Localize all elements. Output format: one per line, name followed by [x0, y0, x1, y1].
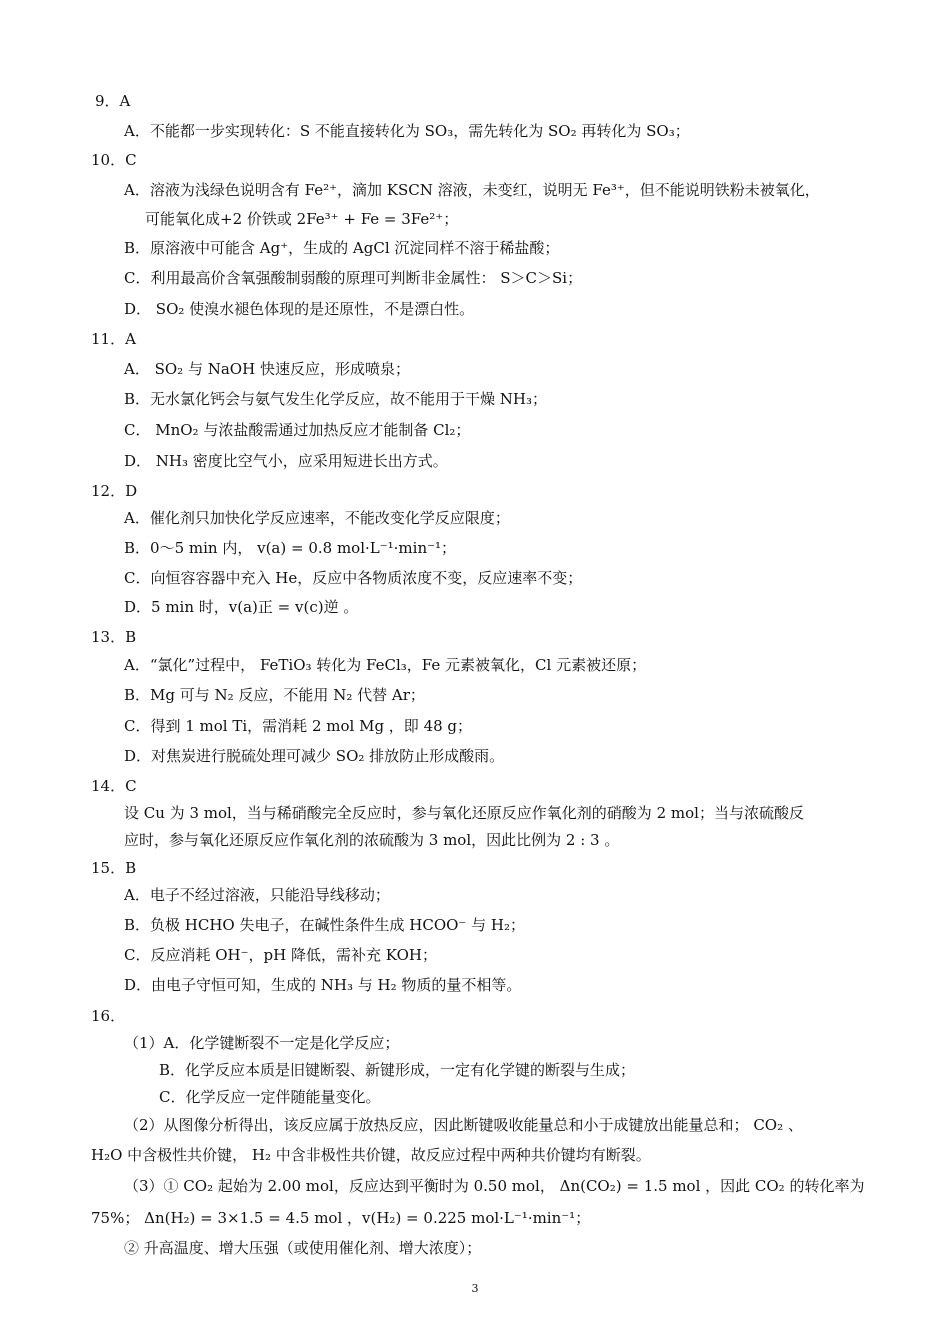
text-line: B．0～5 min 内， v(a) = 0.8 mol·L⁻¹·min⁻¹；	[124, 539, 457, 557]
text-line: 设 Cu 为 3 mol，当与稀硝酸完全反应时，参与氧化还原反应作氧化剂的硝酸为 2 mol；当与浓硫酸反	[124, 804, 804, 822]
text-line: 13．B	[91, 628, 137, 646]
text-line: A． SO₂ 与 NaOH 快速反应，形成喷泉；	[124, 360, 410, 378]
text-line: D．对焦炭进行脱硫处理可减少 SO₂ 排放防止形成酸雨。	[124, 747, 505, 765]
text-line: 14．C	[91, 777, 137, 795]
text-line: B．Mg 可与 N₂ 反应，不能用 N₂ 代替 Ar；	[124, 686, 425, 704]
text-line: D．由电子守恒可知，生成的 NH₃ 与 H₂ 物质的量不相等。	[124, 976, 522, 994]
text-line: A．不能都一步实现转化：S 不能直接转化为 SO₃，需先转化为 SO₂ 再转化为 SO₃；	[124, 122, 690, 140]
text-line: A．催化剂只加快化学反应速率，不能改变化学反应限度；	[124, 509, 510, 527]
text-line: D． NH₃ 密度比空气小，应采用短进长出方式。	[124, 452, 448, 470]
text-line: 11．A	[91, 330, 136, 348]
text-line: B．原溶液中可能含 Ag⁺，生成的 AgCl 沉淀同样不溶于稀盐酸；	[124, 239, 560, 257]
text-line: A．电子不经过溶液，只能沿导线移动；	[124, 886, 390, 904]
text-line: A．溶液为浅绿色说明含有 Fe²⁺，滴加 KSCN 溶液，未变红，说明无 Fe³⁺，但不能说明铁粉未被氧化，	[124, 181, 820, 199]
text-line: H₂O 中含极性共价键， H₂ 中含非极性共价键，故反应过程中两种共价键均有断裂。	[91, 1146, 651, 1164]
text-line: 9．A	[95, 92, 131, 110]
text-line: （1）A．化学键断裂不一定是化学反应；	[124, 1034, 400, 1052]
text-line: D． SO₂ 使溴水褪色体现的是还原性，不是漂白性。	[124, 300, 475, 318]
text-line: ② 升高温度、增大压强（或使用催化剂、增大浓度）；	[124, 1239, 482, 1257]
text-line: B．负极 HCHO 失电子，在碱性条件生成 HCOO⁻ 与 H₂；	[124, 916, 525, 934]
text-line: 16．	[91, 1007, 126, 1025]
text-line: C．化学反应一定伴随能量变化。	[159, 1088, 381, 1106]
text-line: 可能氧化成+2 价铁或 2Fe³⁺ + Fe = 3Fe²⁺；	[145, 210, 459, 228]
text-line: （2）从图像分析得出，该反应属于放热反应，因此断键吸收能量总和小于成键放出能量总和； CO₂ 、	[124, 1116, 803, 1134]
text-line: B．化学反应本质是旧键断裂、新键形成，一定有化学键的断裂与生成；	[159, 1061, 636, 1079]
text-line: 12．D	[91, 482, 138, 500]
text-line: C．反应消耗 OH⁻，pH 降低，需补充 KOH；	[124, 946, 437, 964]
text-line: 75%； Δn(H₂) = 3×1.5 = 4.5 mol ，v(H₂) = 0.225 mol·L⁻¹·min⁻¹；	[91, 1209, 591, 1227]
text-line: （3）① CO₂ 起始为 2.00 mol，反应达到平衡时为 0.50 mol， Δn(CO₂) = 1.5 mol ，因此 CO₂ 的转化率为	[124, 1177, 865, 1195]
text-line: 15．B	[91, 859, 137, 877]
text-line: 应时，参与氧化还原反应作氧化剂的浓硫酸为 3 mol，因此比例为 2 : 3 。	[124, 831, 620, 849]
text-line: A．“氯化”过程中， FeTiO₃ 转化为 FeCl₃，Fe 元素被氧化，Cl 元素被还原；	[124, 656, 647, 674]
text-line: C．利用最高价含氧强酸制弱酸的原理可判断非金属性： S＞C＞Si；	[124, 269, 583, 287]
text-line: D．5 min 时，v(a)正 = v(c)逆 。	[124, 598, 359, 616]
text-line: C． MnO₂ 与浓盐酸需通过加热反应才能制备 Cl₂；	[124, 421, 471, 439]
page-number: 3	[471, 1282, 479, 1295]
text-line: C．向恒容容器中充入 He，反应中各物质浓度不变，反应速率不变；	[124, 569, 583, 587]
text-line: 10．C	[91, 151, 137, 169]
text-line: C．得到 1 mol Ti，需消耗 2 mol Mg ，即 48 g；	[124, 717, 473, 735]
text-line: B．无水氯化钙会与氨气发生化学反应，故不能用于干燥 NH₃；	[124, 390, 548, 408]
